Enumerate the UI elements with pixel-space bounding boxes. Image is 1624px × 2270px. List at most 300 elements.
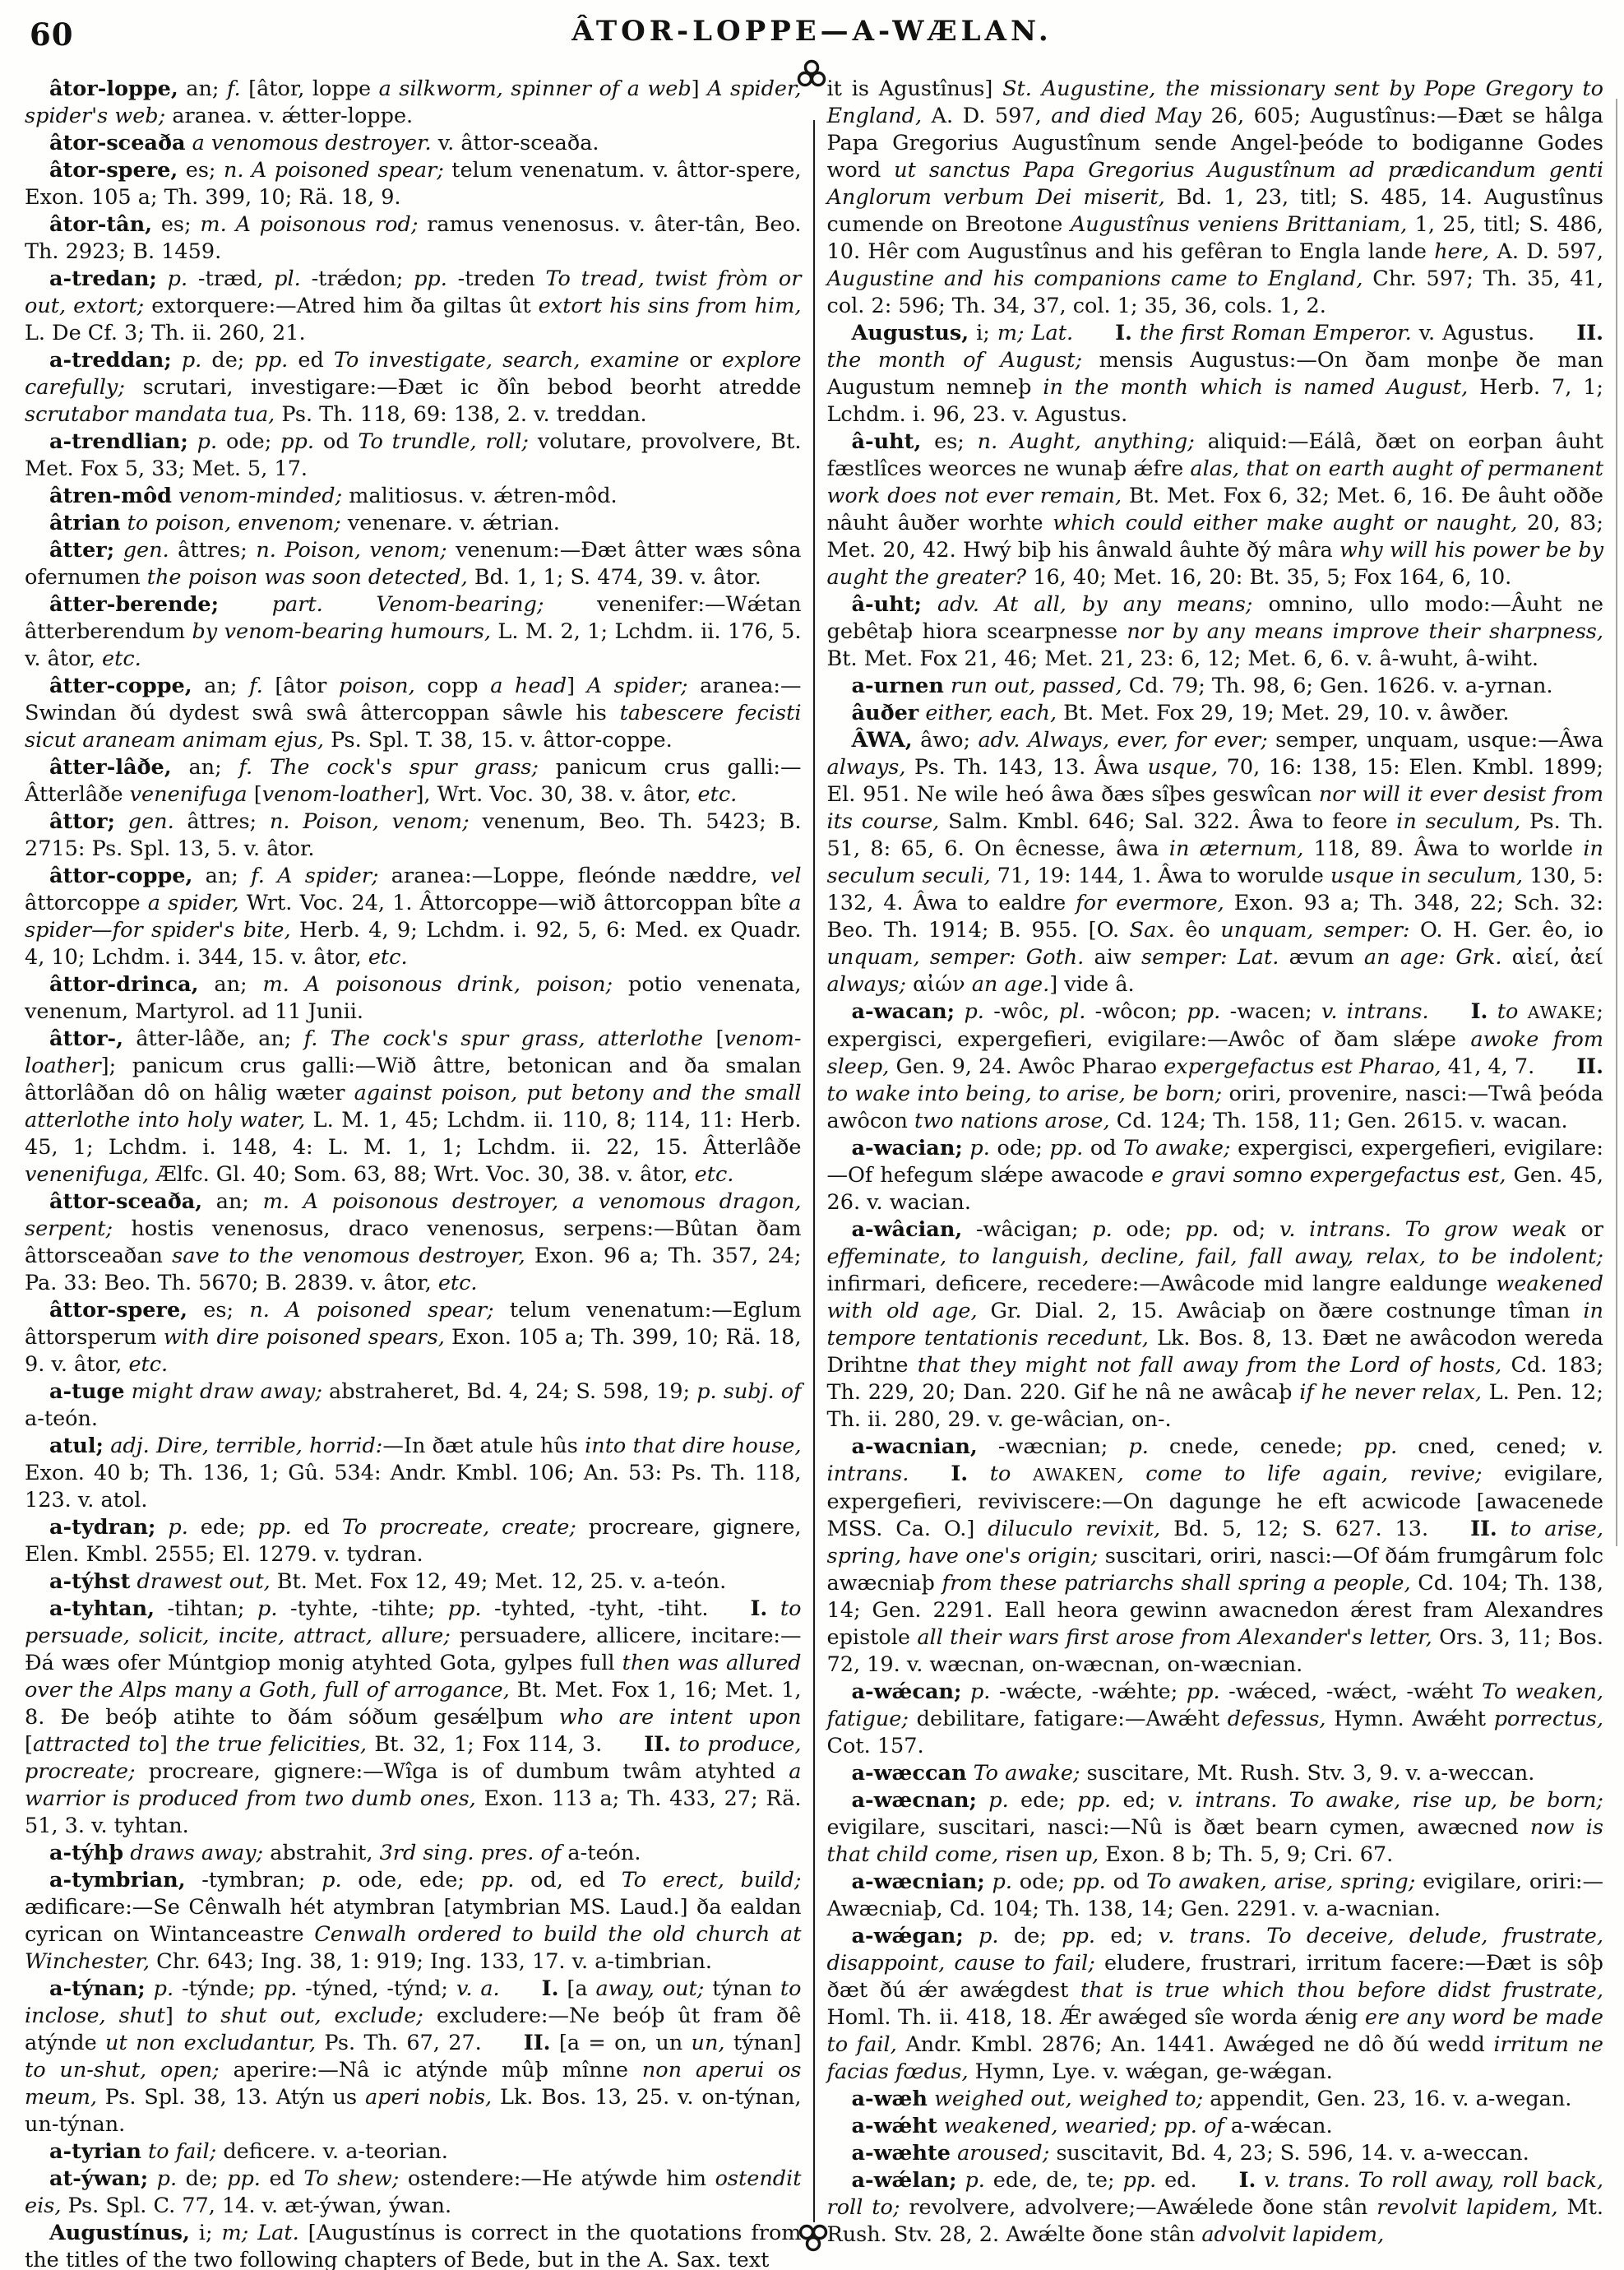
text-run: âtter-berende;	[49, 592, 220, 617]
text-run: venom-minded;	[178, 484, 343, 508]
text-run: Exon. 96 a; Th. 357, 24; Pa. 33: Beo. Th. 5670; B. 2839. v. âtor,	[25, 1244, 802, 1295]
text-run: âwo;	[912, 728, 979, 753]
text-run: To procreate, create;	[341, 1515, 576, 1540]
text-run: es;	[921, 429, 978, 454]
text-run: always,	[826, 755, 906, 780]
text-run: a-týhst	[49, 1569, 131, 1594]
text-run: two nations arose,	[914, 1109, 1110, 1133]
text-run: ode;	[989, 1136, 1050, 1160]
text-run: by venom-bearing humours,	[192, 619, 491, 644]
text-run	[148, 2166, 157, 2191]
dictionary-entry	[25, 266, 802, 347]
column-left	[25, 76, 802, 2270]
text-run: excludere:—Ne beóþ ût fram ðê atýnde	[25, 2004, 802, 2055]
text-run: etc.	[697, 782, 738, 807]
text-run: Lat.	[257, 2221, 299, 2245]
text-run: evigilare, oriri:—Awæcniaþ, Cd. 104; Th. 138, 14; Gen. 2291. v. a-wacnian.	[826, 1869, 1604, 1921]
text-run: aranea:—Loppe, fleónde næddre,	[378, 864, 770, 888]
text-run: pp.	[480, 1868, 515, 1892]
text-run: pp.	[1072, 1869, 1106, 1894]
text-run: Cd. 79; Th. 98, 6; Gen. 1626. v. a-yrnan.	[1122, 674, 1553, 698]
text-run: Bt. Met. Fox 1, 16; Met. 1, 8. Ðe beóþ atihte to ðám sóðum gesǽlþum	[25, 1678, 802, 1730]
text-run: ed	[260, 2166, 304, 2191]
text-run: suscitavit, Bd. 4, 23; S. 596, 14. v. a-weccan.	[1049, 2141, 1529, 2166]
text-run: Gr. Dial. 2, 15. Awâciaþ on ðære costnunge tîman	[977, 1299, 1584, 1323]
text-run: —In ðæt atule hûs	[382, 1434, 585, 1458]
text-run: L. De Cf. 3; Th. ii. 260, 21.	[25, 321, 306, 345]
text-run: venom-loather	[261, 782, 416, 807]
text-run	[186, 131, 192, 155]
page-number: 60	[30, 16, 74, 53]
text-run: a-wǽgan;	[851, 1924, 964, 1948]
text-run: tabescere fecisti sicut araneam animam ejus,	[25, 701, 802, 753]
text-run: the month of August;	[826, 348, 1083, 373]
dictionary-entry	[827, 1135, 1604, 1216]
text-run: I.	[541, 1976, 559, 2001]
text-run: ]	[160, 1732, 176, 1757]
text-run: attracted to	[32, 1732, 160, 1757]
text-run: v. intrans. To grow weak	[1279, 1217, 1567, 1242]
text-run: suscitari, oriri, nasci:—Of ðám frumgârum folc awæcniaþ	[826, 1544, 1603, 1596]
text-run: v. a.	[456, 1976, 500, 2001]
dictionary-entry	[25, 1976, 802, 2138]
text-run: pp.	[447, 1596, 482, 1621]
text-run: etc.	[128, 1352, 169, 1377]
text-run: Homl. Th. ii. 418, 18. Ǽr awǽged sîe worda ǽnig	[826, 2005, 1365, 2030]
text-run: porrectus,	[1493, 1707, 1603, 1731]
text-run: Gen. 9, 24. Awôc Pharao	[889, 1054, 1164, 1079]
dictionary-entry	[25, 2166, 802, 2220]
dictionary-entry	[827, 1216, 1604, 1434]
text-run	[141, 2139, 148, 2164]
text-run: or	[679, 348, 722, 373]
text-run: an age:	[1363, 945, 1446, 970]
text-run: venenum, Beo. Th. 5423; B. 2715: Ps. Spl. 13, 5. v. âtor.	[25, 809, 802, 861]
text-run: mensis Augustus:—On ðam monþe ðe man Augustum nemneþ	[826, 348, 1603, 400]
text-run: p.	[964, 999, 984, 1024]
text-run: with dire poisoned spears,	[163, 1325, 445, 1350]
text-run: defessus,	[1227, 1707, 1326, 1731]
text-run: debilitare, fatigare:—Awǽht	[908, 1707, 1228, 1731]
dictionary-entry	[25, 1568, 802, 1596]
text-run: f.	[249, 674, 263, 698]
text-run: ed	[291, 1515, 342, 1540]
text-run: either, each,	[925, 701, 1057, 725]
text-run: týnan	[704, 1976, 780, 2001]
text-run: p.	[992, 1869, 1012, 1894]
dictionary-entry	[827, 1923, 1604, 2086]
text-run: [âtor	[262, 674, 339, 698]
text-run: or	[1566, 1217, 1603, 1242]
text-run: ede;	[187, 1515, 258, 1540]
text-run: pp.	[1062, 1924, 1096, 1948]
text-run	[1073, 321, 1115, 345]
text-run: p.	[969, 1679, 991, 1704]
text-run	[500, 1976, 542, 2001]
text-run: gen.	[127, 809, 174, 834]
text-run	[157, 266, 168, 291]
page-title: ÂTOR-LOPPE—A-WÆLAN.	[571, 15, 1053, 48]
text-run	[955, 999, 964, 1024]
text-run: ed	[288, 348, 334, 373]
text-run: p. subj. of	[696, 1379, 802, 1404]
text-run: if he never relax,	[1299, 1380, 1482, 1405]
text-run: now is that child come, risen up,	[826, 1815, 1603, 1867]
text-run: always;	[826, 972, 906, 997]
text-run: expergisci, expergefieri, evigilare:—Of hefegum slǽpe awacode	[826, 1136, 1603, 1188]
text-run: O. H. Ger. êo, io	[1409, 918, 1603, 943]
dictionary-entry	[827, 320, 1604, 429]
text-run: draws away;	[130, 1841, 264, 1865]
text-run: -trǽdon;	[300, 266, 414, 291]
text-run: then was allured over the Alps many a Goth, full of arrogance,	[25, 1651, 802, 1702]
text-run: in tempore tentationis recedunt,	[826, 1299, 1603, 1350]
text-run: etc.	[437, 1271, 478, 1295]
text-run: venenifuga	[129, 782, 248, 807]
text-run: ], Wrt. Voc. 30, 38. v. âtor,	[415, 782, 698, 807]
text-run: a spider—for spider's bite,	[25, 891, 802, 943]
text-run: Bt. Met. Fox 12, 49; Met. 12, 25. v. a-teón.	[270, 1569, 727, 1594]
text-run: usque in seculum,	[1330, 864, 1524, 888]
text-run: II.	[1576, 321, 1603, 345]
dictionary-entry	[25, 1514, 802, 1568]
text-run: aiw	[1084, 945, 1141, 970]
dictionary-entry	[25, 1188, 802, 1297]
text-run	[968, 1462, 990, 1486]
text-run: To trundle, roll;	[358, 429, 529, 454]
text-run: od	[1105, 1869, 1147, 1894]
text-run: that they might not fall away from the Lord of hosts,	[917, 1353, 1502, 1378]
dictionary-entry	[827, 591, 1604, 673]
text-run: aranea:—Swindan ðú dydest swâ swâ âttercoppan sâwle his	[25, 674, 802, 725]
text-run: êo	[1174, 918, 1221, 943]
text-run: [Augustínus is correct in the quotations from the titles of the two following chapters of Bede, but in the A. Sax. text	[25, 2221, 802, 2270]
text-run	[985, 1869, 992, 1894]
text-run: an;	[192, 674, 250, 698]
dictionary-entry	[25, 1840, 802, 1867]
text-run	[909, 1462, 951, 1486]
text-run: aroused;	[957, 2141, 1050, 2166]
text-run: adv. Always, ever, for ever;	[978, 728, 1268, 753]
text-run: âtor-tân,	[49, 212, 153, 237]
text-run: advolvit lapidem,	[1201, 2222, 1385, 2247]
text-run: an age.	[971, 972, 1050, 997]
text-run: a-wǽcan;	[851, 1679, 962, 1704]
text-run: telum venenatum:—Eglum âttorsperum	[25, 1298, 802, 1350]
text-run: a-wæcnian;	[851, 1869, 985, 1894]
text-run: potio venenata, venenum, Martyrol. ad 11 Junii.	[25, 972, 802, 1024]
text-run: oriri, provenire, nasci:—Twâ þeóda awôcon	[826, 1082, 1603, 1133]
text-run: AWAKEN	[1033, 1465, 1117, 1485]
text-run: Ps. Th. 51, 8: 65, 6. On êcnesse, âwa	[826, 809, 1604, 861]
text-run: Exon. 93 a; Th. 348, 22; Sch. 32: Beo. Th. 1914; B. 955. [O.	[826, 891, 1603, 943]
trefoil-mark-icon	[797, 2221, 830, 2252]
text-run: weighed out, weighed to;	[934, 2087, 1204, 2111]
text-run	[248, 2221, 257, 2245]
dictionary-entry	[25, 1026, 802, 1188]
text-run: ut non excludantur,	[105, 2031, 317, 2055]
text-run: the first Roman Emperor.	[1139, 321, 1412, 345]
text-run	[219, 592, 272, 617]
text-run: Lat.	[1031, 321, 1074, 345]
text-run: âtter-lâðe,	[49, 755, 172, 780]
text-run: Bd. 1, 23, titl; S. 485, 14. Augustînus cumende on Breotone	[826, 185, 1604, 237]
text-run: âttres;	[174, 809, 270, 834]
text-run: that is true which thou before didst frustrate,	[1080, 1978, 1603, 2003]
dictionary-entry	[827, 2086, 1604, 2113]
text-run: , come to life again, revive;	[1117, 1462, 1483, 1486]
text-run: pp.	[1185, 1217, 1219, 1242]
dictionary-entry	[827, 700, 1604, 727]
text-run: p.	[1128, 1434, 1149, 1459]
text-run: persuadere, allicere, incitare:—Ðá wæs ofer Múntgiop monig atyhted Gota, gylpes full	[25, 1624, 802, 1675]
column-divider-rule	[813, 120, 815, 2222]
text-run: f. The cock's spur grass;	[238, 755, 539, 780]
text-run: âtter-coppe,	[49, 674, 192, 698]
text-run: a-wǽlan;	[851, 2168, 957, 2193]
dictionary-entry	[25, 863, 802, 971]
text-run: âttres;	[169, 538, 257, 563]
text-run: m;	[221, 2221, 249, 2245]
text-run: [a	[558, 1976, 596, 2001]
text-run: volutare, provolvere, Bt. Met. Fox 5, 33; Met. 5, 17.	[25, 429, 802, 481]
text-run: to arise, spring, have one's origin;	[826, 1517, 1604, 1568]
text-run: awoke from sleep,	[826, 1027, 1603, 1079]
text-run	[146, 1976, 154, 2001]
text-run: II.	[644, 1732, 671, 1757]
text-run	[155, 1515, 168, 1540]
text-run: I.	[951, 1462, 969, 1486]
text-run: p.	[153, 1976, 174, 2001]
text-run: Cenwalh ordered to build the old church at Winchester,	[25, 1922, 802, 1974]
text-run: pp.	[1363, 1434, 1398, 1459]
dictionary-entry	[827, 1679, 1604, 1760]
dictionary-entry	[827, 2167, 1604, 2249]
text-run: ed.	[1156, 2168, 1239, 2193]
text-run: -tymbran;	[185, 1868, 322, 1892]
text-run: venenifer:—Wǽtan âtterberendum	[25, 592, 802, 644]
text-run: f. The cock's spur grass, atterlothe	[303, 1026, 704, 1051]
text-run: ævum	[1279, 945, 1364, 970]
text-run: [	[703, 1026, 724, 1051]
text-run	[123, 1841, 130, 1865]
text-run: v. intrans.	[826, 1434, 1604, 1486]
text-run: Augustínus,	[49, 2221, 190, 2245]
text-run: infirmari, deficere, recedere:—Awâcode mid langre ealdunge	[826, 1272, 1497, 1296]
text-run: âttor-coppe,	[49, 864, 193, 888]
text-run: Augustine and his companions came to England,	[826, 266, 1363, 291]
text-run: L. Pen. 12; Th. ii. 280, 29. v. ge-wâcian, on-.	[826, 1380, 1603, 1432]
text-run: v. Agustus.	[1411, 321, 1577, 345]
dictionary-entry	[25, 76, 802, 130]
text-run	[961, 1679, 970, 1704]
text-run: run out, passed,	[951, 674, 1122, 698]
text-run: p.	[197, 429, 218, 454]
text-run	[964, 1924, 979, 1948]
dictionary-entry	[25, 1297, 802, 1378]
text-run: 71, 19: 144, 1. Âwa to worulde	[990, 864, 1331, 888]
text-run: âtor-spere,	[49, 158, 178, 183]
text-run: copp	[414, 674, 491, 698]
text-run: Ps. Th. 67, 27.	[316, 2031, 524, 2055]
dictionary-entry	[827, 76, 1604, 320]
text-run: AWAKE	[1527, 1003, 1597, 1022]
text-run: a-wacian;	[851, 1136, 963, 1160]
text-run: od	[313, 429, 359, 454]
text-run: pp.	[1049, 1136, 1084, 1160]
text-run: to	[1497, 999, 1519, 1024]
text-run: adv. At all, by any means;	[937, 592, 1253, 617]
text-run: save to the venomous destroyer,	[172, 1244, 525, 1268]
text-run: To investigate, search, examine	[333, 348, 680, 373]
dictionary-entry	[25, 971, 802, 1026]
text-run: p.	[988, 1788, 1009, 1813]
text-run: a-tyhtan,	[49, 1596, 155, 1621]
text-run: To awake;	[973, 1761, 1080, 1786]
text-run: to fail;	[148, 2139, 217, 2164]
text-run: scrutabor mandata tua,	[25, 402, 275, 427]
text-run: ere any word be made to fail,	[826, 2005, 1603, 2057]
text-run	[1256, 2168, 1264, 2193]
text-run: I.	[750, 1596, 768, 1621]
text-run: into that dire house,	[585, 1434, 802, 1458]
text-run: ede, de, te;	[984, 2168, 1123, 2193]
text-run: a-wæccan	[851, 1761, 967, 1786]
text-run: a warrior is produced from two dumb ones,	[25, 1759, 802, 1811]
text-run: a-tredan;	[49, 266, 157, 291]
text-run: a-wâcian,	[851, 1217, 963, 1242]
text-run: in the month which is named August,	[1043, 375, 1469, 400]
text-run: p.	[168, 1515, 188, 1540]
text-run: a-trendlian;	[49, 429, 188, 454]
text-run: Exon. 8 b; Th. 5, 9; Cri. 67.	[1099, 1842, 1394, 1867]
text-run: Hymn. Awǽht	[1326, 1707, 1494, 1731]
text-run: n. A poisoned spear;	[223, 158, 444, 183]
text-run: ]; panicum crus galli:—Wið âttre, betonican and ða smalan âttorlâðan dô on hâlig wæter	[25, 1054, 802, 1105]
dictionary-entry	[25, 483, 802, 510]
text-run: Ors. 3, 11; Bos. 72, 19. v. wæcnan, on-wæcnan, on-wæcnian.	[826, 1625, 1603, 1677]
text-run: etc.	[694, 1162, 734, 1187]
text-run: suscitare, Mt. Rush. Stv. 3, 9. v. a-weccan.	[1080, 1761, 1535, 1786]
text-run: Augustînus veniens Brittaniam,	[1070, 212, 1408, 237]
text-run: Bt. Met. Fox 21, 46; Met. 21, 23: 6, 12; Met. 6, 6. v. â-wuht, â-wiht.	[826, 646, 1538, 671]
text-run: Exon. 40 b; Th. 136, 1; Gû. 534: Andr. Kmbl. 106; An. 53: Ps. Th. 118, 123. v. atol.	[25, 1461, 802, 1513]
text-run: II.	[1576, 1054, 1603, 1079]
dictionary-entry	[25, 510, 802, 537]
text-run: v. trans. To roll away, roll back, roll to;	[826, 2168, 1604, 2220]
text-run: at-ýwan;	[49, 2166, 149, 2191]
text-run	[944, 674, 951, 698]
text-run: Andr. Kmbl. 2876; An. 1441. Awǽged ne dô ðú wedd	[896, 2032, 1494, 2057]
text-run: 41, 4, 7.	[1441, 1054, 1577, 1079]
text-run: 130, 5: 132, 4. Âwa to ealdre	[826, 864, 1603, 915]
text-run	[188, 429, 197, 454]
text-run: e gravi somno expergefactus est,	[1151, 1163, 1506, 1188]
text-run: the true felicities,	[175, 1732, 367, 1757]
text-run	[114, 538, 123, 563]
text-run: 70, 16: 138, 15: Elen. Kmbl. 1899; El. 951. Ne wile heó âwa ðæs sîþes geswîcan	[826, 755, 1604, 807]
text-run: n. Poison, venom;	[256, 538, 447, 563]
text-run: de;	[201, 348, 255, 373]
text-run: pp.	[257, 1515, 292, 1540]
text-run: a-teón.	[561, 1841, 641, 1865]
text-run: Mt. Rush. Stv. 28, 2. Awǽlte ðone stân	[826, 2195, 1603, 2247]
text-run	[124, 1379, 131, 1404]
text-run: nor by any means improve their sharpness,	[1127, 619, 1603, 644]
text-run: omnino, ullo modo:—Âuht ne gebêtaþ hiora scearpnesse	[826, 592, 1603, 644]
text-run: a-tymbrian,	[49, 1868, 186, 1892]
text-run	[967, 1761, 974, 1786]
text-run: Lk. Bos. 8, 13. Ðæt ne awâcodon wereda Drihtne	[826, 1326, 1603, 1378]
text-run: expergefactus est Pharao,	[1164, 1054, 1441, 1079]
text-run: Ps. Th. 143, 13. Âwa	[905, 755, 1148, 780]
text-run	[937, 2114, 944, 2138]
text-run: an;	[171, 755, 239, 780]
text-run: Herb. 4, 9; Lchdm. i. 92, 5, 6: Med. ex Quadr. 4, 10; Lchdm. i. 344, 15. v. âtor,	[25, 918, 802, 970]
text-run: I.	[1115, 321, 1132, 345]
text-run	[104, 1434, 110, 1458]
dictionary-entry	[25, 157, 802, 211]
text-run: od;	[1219, 1217, 1279, 1242]
text-run: aliquid:—Eálâ, ðæt on eorþan âuht fæstlîces weorces ne wunaþ ǽfre	[826, 429, 1603, 481]
text-run: ostendere:—He atýwde him	[399, 2166, 715, 2191]
text-run: p.	[167, 266, 188, 291]
text-run: âttor-,	[49, 1026, 123, 1051]
text-run	[1025, 321, 1032, 345]
text-run: âtrian	[49, 511, 121, 535]
text-run: -wâcigan;	[962, 1217, 1093, 1242]
dictionary-entry	[827, 998, 1604, 1135]
text-run: Ps. Spl. C. 77, 14. v. æt-ýwan, ýwan.	[61, 2194, 452, 2218]
text-run: to shut out, exclude;	[186, 2004, 423, 2028]
text-run	[121, 511, 127, 535]
text-run: [âtor, loppe	[240, 76, 379, 101]
text-run: pp.	[1187, 999, 1221, 1024]
text-run: αἰεί, ἀεί	[1501, 945, 1603, 970]
text-run: p.	[322, 1868, 342, 1892]
text-run: Grk.	[1455, 945, 1502, 970]
text-run: i;	[969, 321, 997, 345]
text-run: 118, 89. Âwa to worlde	[1303, 836, 1584, 861]
text-run: against poison, put betony and the small atterlothe into holy water,	[25, 1081, 802, 1133]
text-run: Exon. 113 a; Th. 433, 27; Rä. 51, 3. v. tyhtan.	[25, 1786, 802, 1838]
text-run: eludere, frustrari, irritum facere:—Ðæt is sôþ ðæt ðú ǽr awǽgdest	[826, 1951, 1603, 2003]
text-run: Cot. 157.	[826, 1734, 924, 1758]
dictionary-entry	[25, 591, 802, 673]
text-run: 3rd sing. pres. of	[379, 1841, 562, 1865]
text-run: es;	[152, 212, 201, 237]
text-run: all their wars first arose from Alexander's letter,	[917, 1625, 1432, 1650]
text-run: an;	[202, 1189, 263, 1214]
dictionary-entry	[25, 2138, 802, 2166]
text-run: to persuade, solicit, incite, attract, allure;	[25, 1596, 802, 1648]
text-run: a-treddan;	[49, 348, 172, 373]
text-run: f. A spider;	[251, 864, 379, 888]
text-run: vel	[770, 864, 802, 888]
text-run	[1011, 1462, 1033, 1486]
text-run: [	[247, 782, 262, 807]
text-run	[922, 592, 937, 617]
text-run: A. D. 597,	[922, 104, 1052, 128]
text-run: drawest out,	[136, 1569, 271, 1594]
text-run: ode;	[1112, 1217, 1186, 1242]
text-run	[1518, 999, 1527, 1024]
text-run: p.	[979, 1924, 999, 1948]
text-run: a-tuge	[49, 1379, 125, 1404]
text-run: Exon. 105 a; Th. 399, 10; Rä. 18, 9. v. âtor,	[25, 1325, 802, 1377]
text-run: âtren-môd	[49, 484, 172, 508]
text-run: a-týnan;	[49, 1976, 146, 2001]
